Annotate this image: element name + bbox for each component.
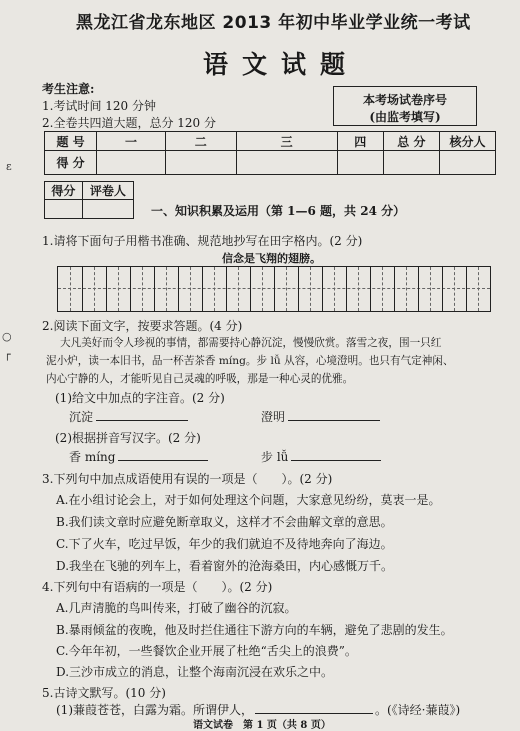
score-entry-cell[interactable] bbox=[236, 151, 337, 175]
score-entry-cell[interactable] bbox=[165, 151, 236, 175]
grid-midline bbox=[286, 267, 287, 311]
notice-heading: 考生注意: bbox=[42, 82, 95, 96]
q4-option-a: A.几声清脆的鸟叫传来，打破了幽谷的沉寂。 bbox=[56, 601, 297, 615]
q4-option-d: D.三沙市成立的消息，让整个海南沉浸在欢乐之中。 bbox=[56, 665, 334, 679]
score-table bbox=[44, 131, 496, 175]
binding-hole-mark: ○ bbox=[2, 330, 12, 343]
score-entry-cell[interactable] bbox=[337, 151, 383, 175]
grid-midline bbox=[310, 267, 311, 311]
grader-score-label: 得分 bbox=[45, 182, 83, 200]
grader-name-cell[interactable] bbox=[82, 200, 133, 219]
q2-answer-blank[interactable] bbox=[288, 409, 380, 421]
grid-midline bbox=[190, 267, 191, 311]
grid-midline bbox=[430, 267, 431, 311]
q3-prompt: 3.下列句中加点成语使用有误的一项是（ ）。(2 分) bbox=[42, 472, 333, 486]
tianzige-grid[interactable] bbox=[57, 266, 491, 312]
q2-answer-blank[interactable] bbox=[96, 409, 188, 421]
q2-word-chengming bbox=[261, 408, 380, 425]
score-header-cell: 题 号 bbox=[45, 132, 97, 151]
score-entry-cell[interactable] bbox=[383, 151, 439, 175]
score-header-cell: 一 bbox=[97, 132, 166, 151]
score-header-cell: 三 bbox=[236, 132, 337, 151]
q2-word-lv-label: 步 lǚ bbox=[261, 450, 289, 464]
binding-tick-mark: ┌ bbox=[4, 348, 11, 361]
score-header-cell: 总 分 bbox=[383, 132, 439, 151]
q4-option-b: B.暴雨倾盆的夜晚，他及时拦住通往下游方向的车辆，避免了悲剧的发生。 bbox=[56, 623, 453, 637]
grader-table bbox=[44, 181, 134, 219]
grid-midline bbox=[214, 267, 215, 311]
score-entry-cell[interactable] bbox=[439, 151, 495, 175]
q3-option-a: A.在小组讨论会上，对于如何处理这个问题，大家意见纷纷，莫衷一是。 bbox=[56, 493, 441, 507]
q2-word-chengming-label: 澄明 bbox=[261, 410, 286, 424]
grid-midline bbox=[478, 267, 479, 311]
score-header-cell: 二 bbox=[165, 132, 236, 151]
q2-word-chendian bbox=[69, 408, 188, 425]
q2-word-chendian-label: 沉淀 bbox=[69, 410, 94, 424]
q2-passage-line3: 内心宁静的人，才能听见自己灵魂的呼吸，那是一种心灵的优雅。 bbox=[46, 373, 354, 385]
grid-midline bbox=[382, 267, 383, 311]
q2-passage-line1: 大凡美好而令人珍视的事情，都需要持心静沉淀，慢慢欣赏。落雪之夜，围一只红 bbox=[60, 337, 442, 349]
q4-option-c: C.今年年初，一些餐饮企业开展了杜绝“舌尖上的浪费”。 bbox=[56, 644, 357, 658]
score-header-cell: 核分人 bbox=[439, 132, 495, 151]
section1-heading: 一、知识积累及运用（第 1—6 题，共 24 分） bbox=[151, 204, 406, 218]
q2-passage-line2: 泥小炉，读一本旧书，品一杯苦茶香 míng。步 lǚ 从容，心境澄明。也只有气定神闲、 bbox=[46, 355, 454, 367]
q3-option-d: D.我坐在飞驰的列车上，看着窗外的沧海桑田，内心感慨万千。 bbox=[56, 559, 394, 573]
grid-midline bbox=[118, 267, 119, 311]
grid-midline bbox=[70, 267, 71, 311]
grid-midline bbox=[94, 267, 95, 311]
q5-line1-start: (1)蒹葭苍苍，白露为霜。所谓伊人， bbox=[56, 703, 253, 717]
q2-sub1: (1)给文中加点的字注音。(2 分) bbox=[55, 391, 225, 405]
q2-word-ming bbox=[69, 448, 208, 465]
q2-prompt: 2.阅读下面文字，按要求答题。(4 分) bbox=[42, 319, 243, 333]
notice-item-1: 1.考试时间 120 分钟 bbox=[42, 99, 156, 113]
q2-answer-blank[interactable] bbox=[291, 449, 381, 461]
grid-midline bbox=[142, 267, 143, 311]
binding-tick-mark: ɛ bbox=[6, 160, 12, 173]
q5-prompt: 5.古诗文默写。(10 分) bbox=[42, 686, 166, 700]
q2-word-ming-label: 香 míng bbox=[69, 450, 116, 464]
grid-midline bbox=[454, 267, 455, 311]
grader-score-cell[interactable] bbox=[45, 200, 83, 219]
grid-midline bbox=[262, 267, 263, 311]
grid-midline bbox=[166, 267, 167, 311]
q2-word-lv bbox=[261, 448, 381, 465]
page-footer: 语文试卷 第 1 页（共 8 页） bbox=[193, 720, 331, 731]
q2-answer-blank[interactable] bbox=[118, 449, 208, 461]
q5-line1-end: 。(《诗经·蒹葭》) bbox=[375, 703, 461, 717]
grid-midline bbox=[406, 267, 407, 311]
q4-prompt: 4.下列句中有语病的一项是（ ）。(2 分) bbox=[42, 580, 273, 594]
score-entry-cell[interactable] bbox=[97, 151, 166, 175]
grader-name-label: 评卷人 bbox=[82, 182, 133, 200]
q2-sub2: (2)根据拼音写汉字。(2 分) bbox=[55, 431, 201, 445]
seat-box-line1: 本考场试卷序号 bbox=[362, 93, 447, 107]
q1-sentence: 信念是飞翔的翅膀。 bbox=[222, 252, 321, 265]
seat-box-line2: (由监考填写) bbox=[369, 110, 441, 124]
q1-prompt: 1.请将下面句子用楷书准确、规范地抄写在田字格内。(2 分) bbox=[42, 234, 363, 248]
q5-answer-blank[interactable] bbox=[255, 702, 373, 714]
seat-number-box bbox=[333, 86, 477, 126]
q3-option-c: C.下了火车，吃过早饭，年少的我们就迫不及待地奔向了海边。 bbox=[56, 537, 393, 551]
grid-midline bbox=[238, 267, 239, 311]
subject-title: 语文试题 bbox=[203, 50, 360, 79]
exam-title: 黑龙江省龙东地区 2013 年初中毕业学业统一考试 bbox=[76, 13, 471, 33]
grid-midline bbox=[334, 267, 335, 311]
notice-item-2: 2.全卷共四道大题，总分 120 分 bbox=[42, 116, 216, 130]
score-row-label: 得 分 bbox=[45, 151, 97, 175]
q3-option-b: B.我们读文章时应避免断章取义，这样才不会曲解文章的意思。 bbox=[56, 515, 393, 529]
score-header-cell: 四 bbox=[337, 132, 383, 151]
grid-midline bbox=[358, 267, 359, 311]
